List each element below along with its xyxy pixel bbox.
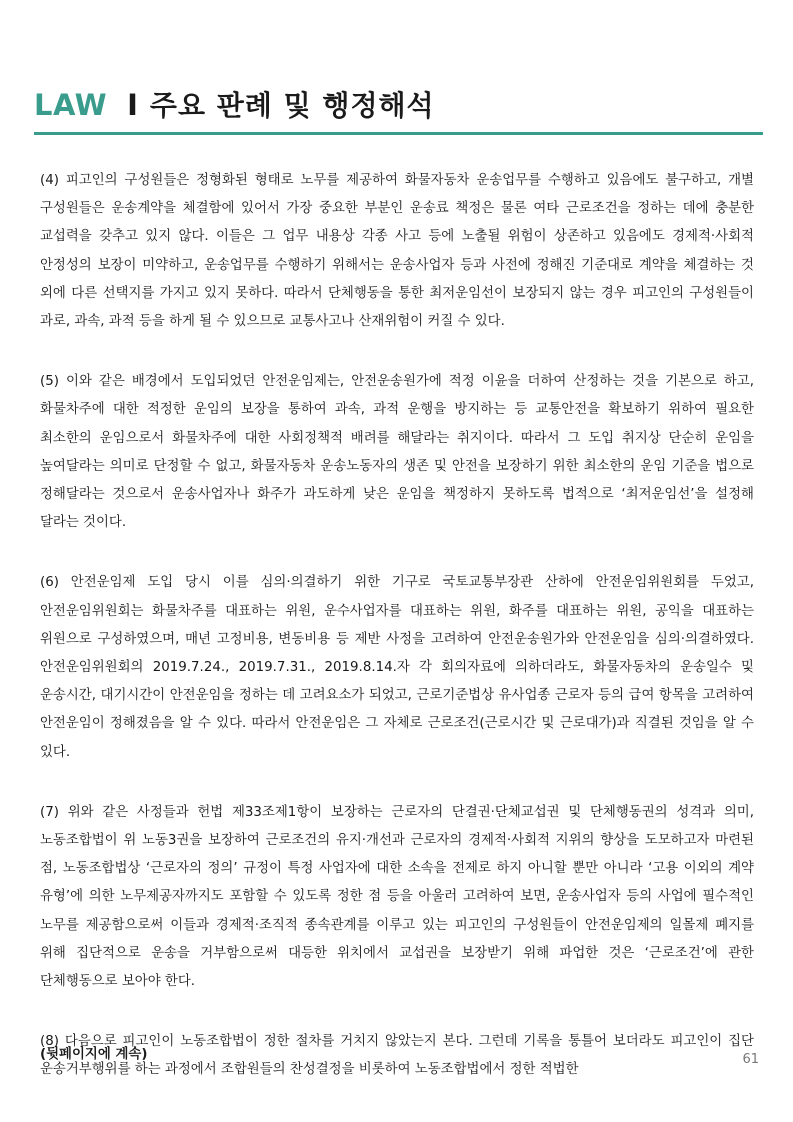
- header-title-row: [34, 84, 761, 124]
- continuation-note: (뒷페이지에 계속): [40, 1047, 148, 1062]
- paragraph-6: (6) 안전운임제 도입 당시 이를 심의·의결하기 위한 기구로 국토교통부장관 산하에 안전운임위원회를 두었고, 안전운임위원회는 화물차주를 대표하는 위원, 운수사업자를 대표하는 위원, 화주를 대표하는 위원, 공익을 대표하는 위원으로 구성하였으며, 매년 고정비용, 변동비용 등 제반 사정을 고려하여 안전운송원가와 안전운임을 심의·의결하였다. 안전운임위원회의 2019.7.24., 2019.7.31., 2019.8.14.자 각 회의자료에 의하더라도, 화물자동차의 운송일수 및 운송시간, 대기시간이 안전운임을 정하는 데 고려요소가 되었고, 근로기준법상 유사업종 근로자 등의 급여 항목을 고려하여 안전운임이 정해졌음을 알 수 있다. 따라서 안전운임은 그 자체로 근로조건(근로시간 및 근로대가)과 직결된 것임을 알 수 있다.: [40, 575, 754, 760]
- law-label: LAW: [34, 88, 108, 122]
- page-number: 61: [742, 1052, 759, 1067]
- paragraph-4: (4) 피고인의 구성원들은 정형화된 형태로 노무를 제공하여 화물자동차 운송업무를 수행하고 있음에도 불구하고, 개별 구성원들은 운송계약을 체결함에 있어서 가장 중요한 부분인 운송료 책정은 물론 여타 근로조건을 정하는 데에 충분한 교섭력을 갖추고 있지 않다. 이들은 그 업무 내용상 각종 사고 등에 노출될 위험이 상존하고 있음에도 경제적·사회적 안정성의 보장이 미약하고, 운송업무를 수행하기 위해서는 운송사업자 등과 사전에 정해진 기준대로 계약을 체결하는 것 외에 다른 선택지를 가지고 있지 못하다. 따라서 단체행동을 통한 최저운임선이 보장되지 않는 경우 피고인의 구성원들이 과로, 과속, 과적 등을 하게 될 수 있으므로 교통사고나 산재위험이 커질 수 있다.: [40, 173, 754, 330]
- body-text: [40, 167, 754, 1085]
- paragraph-8: (8) 다음으로 피고인이 노동조합법이 정한 절차를 거치지 않았는지 본다. 그런데 기록을 통틀어 보더라도 피고인이 집단 운송거부행위를 하는 과정에서 조합원들의 찬성결정을 비롯하여 노동조합법에서 정한 적법한: [40, 1034, 754, 1078]
- paragraph-5: (5) 이와 같은 배경에서 도입되었던 안전운임제는, 안전운송원가에 적정 이윤을 더하여 산정하는 것을 기본으로 하고, 화물차주에 대한 적정한 운임의 보장을 통하여 과속, 과적 운행을 방지하는 등 교통안전을 확보하기 위하여 필요한 최소한의 운임으로서 화물차주에 대한 사회정책적 배려를 해달라는 취지이다. 따라서 그 도입 취지상 단순히 운임을 높여달라는 의미로 단정할 수 없고, 화물자동차 운송노동자의 생존 및 안전을 보장하기 위한 최소한의 운임 기준을 법으로 정해달라는 것으로서 운송사업자나 화주가 과도하게 낮은 운임을 책정하지 못하도록 법적으로 ‘최저운임선’을 설정해 달라는 것이다.: [40, 374, 754, 531]
- header-separator: I: [127, 88, 138, 122]
- page-title: 주요 판례 및 행정해석: [149, 89, 435, 122]
- paragraph-7: (7) 위와 같은 사정들과 헌법 제33조제1항이 보장하는 근로자의 단결권·단체교섭권 및 단체행동권의 성격과 의미, 노동조합법이 위 노동3권을 보장하여 근로조건의 유지·개선과 근로자의 경제적·사회적 지위의 향상을 도모하고자 마련된 점, 노동조합법상 ‘근로자의 정의’ 규정이 특정 사업자에 대한 소속을 전제로 하지 아니할 뿐만 아니라 ‘고용 이외의 계약 유형’에 의한 노무제공자까지도 포함할 수 있도록 정한 점 등을 아울러 고려하여 보면, 운송사업자 등의 사업에 필수적인 노무를 제공함으로써 이들과 경제적·조직적 종속관계를 이루고 있는 피고인의 구성원들이 안전운임제의 일몰제 폐지를 위해 집단적으로 운송을 거부함으로써 대등한 위치에서 교섭권을 보장받기 위해 파업한 것은 ‘근로조건’에 관한 단체행동으로 보아야 한다.: [40, 804, 754, 990]
- page-header: [34, 84, 761, 135]
- header-divider: [34, 132, 763, 135]
